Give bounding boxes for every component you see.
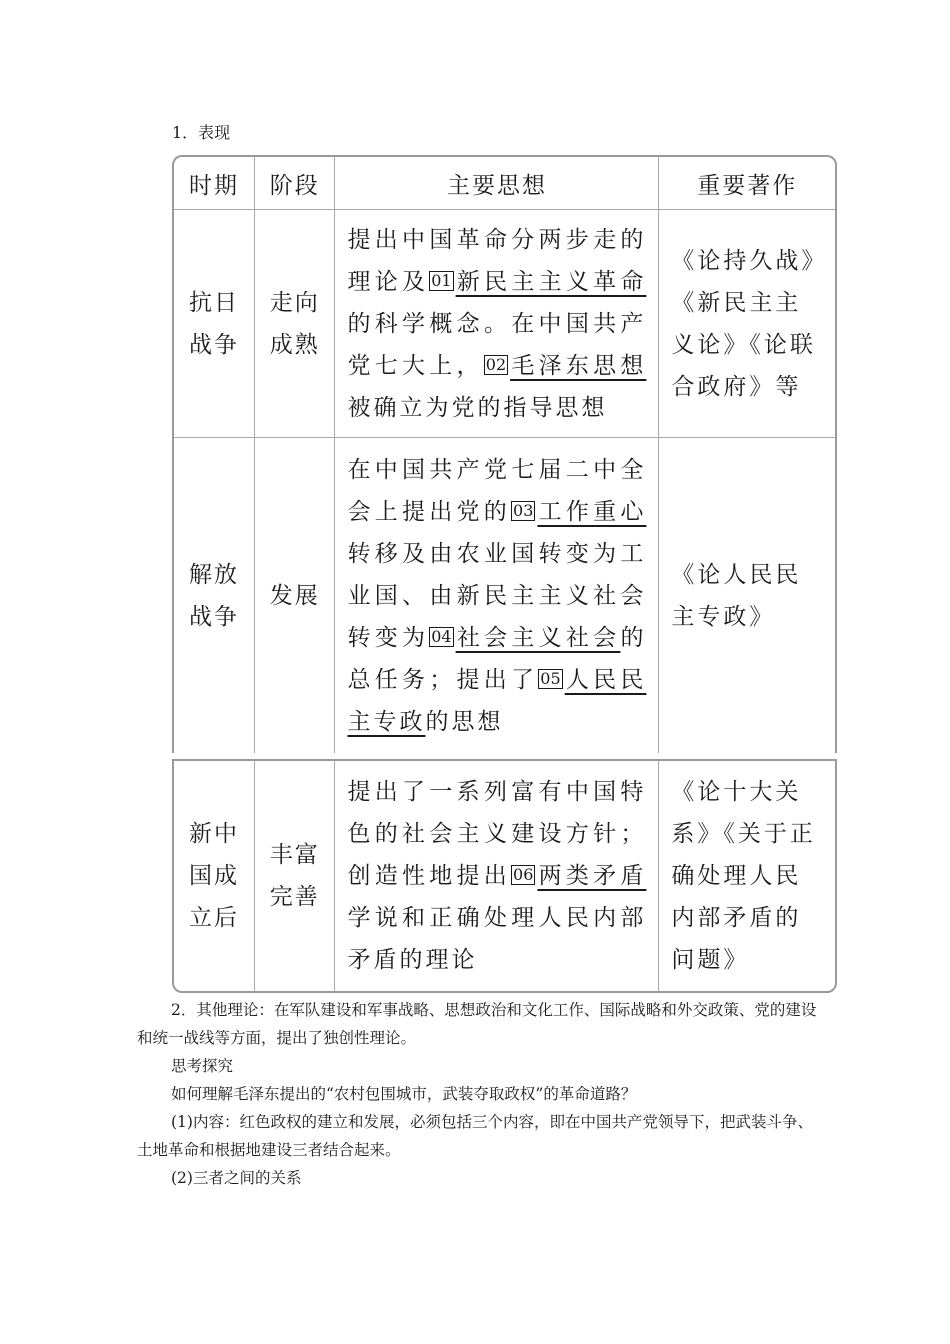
period-text: 新中 (188, 821, 239, 847)
answer-text: 人民民主专政 (347, 666, 647, 735)
idea-cell (335, 210, 659, 438)
blank-number: 06 (513, 865, 534, 884)
answer-relation: (2)三者之间的关系 (171, 1169, 302, 1187)
stage-cell (254, 438, 334, 754)
stage-text: 丰富 (269, 842, 320, 868)
header-works: 重要著作 (659, 157, 835, 210)
works-cell: 《论持久战》《新民主主义论》《论联合政府》等 (659, 210, 835, 438)
period-text: 解放 (188, 561, 239, 588)
answer-content: (1)内容：红色政权的建立和发展，必须包括三个内容，即在中国共产党领导下，把武装斗争、土地革命和根据地建设三者结合起来。 (137, 1113, 813, 1159)
stage-text: 完善 (269, 884, 320, 910)
period-text: 国成 (188, 863, 239, 889)
stage-cell (254, 210, 334, 438)
question-text: 如何理解毛泽东提出的“农村包围城市，武装夺取政权”的革命道路？ (171, 1085, 637, 1103)
stage-text: 走向 (269, 289, 320, 316)
answer-text: 社会主义社会 (455, 624, 621, 651)
stage-cell (254, 761, 334, 991)
answer-blank (511, 499, 646, 525)
answer-text: 工作重心 (537, 498, 647, 525)
answer-blank (511, 863, 646, 889)
table-header-row (174, 157, 835, 210)
period-text: 立后 (188, 905, 239, 931)
period-text: 抗日 (188, 289, 239, 316)
period-cell (174, 438, 254, 754)
idea-cell (335, 761, 659, 991)
blank-number: 01 (431, 270, 452, 290)
section-title: 1．表现 (172, 123, 231, 142)
table-row (174, 761, 835, 991)
table-row (174, 210, 835, 438)
stage-text: 发展 (269, 582, 320, 609)
answer-blank (429, 269, 646, 295)
works-cell: 《论十大关系》《关于正确处理人民内部矛盾的问题》 (671, 779, 816, 973)
stage-text: 成熟 (269, 331, 320, 358)
idea-text: 提出了一系列富有中国特色的社会主义建设方针；创造性地提出 (347, 779, 647, 889)
blank-number: 05 (540, 668, 561, 688)
answer-text: 毛泽东思想 (510, 352, 647, 379)
idea-cell (335, 438, 659, 754)
period-cell (174, 761, 254, 991)
works-cell: 《论人民民主专政》 (671, 561, 802, 630)
answer-blank (429, 625, 620, 651)
table-row (174, 438, 835, 754)
answer-blank (484, 353, 647, 379)
period-text: 战争 (188, 331, 239, 358)
period-text: 战争 (188, 603, 239, 630)
paragraph-other-theories: 2．其他理论：在军队建设和军事战略、思想政治和文化工作、国际战略和外交政策、党的建设和统一战线等方面，提出了独创性理论。 (137, 1001, 817, 1047)
answer-text: 两类矛盾 (537, 863, 647, 889)
period-cell (174, 210, 254, 438)
idea-text: 的思想 (425, 708, 504, 735)
blank-number: 02 (485, 354, 507, 374)
heading-think-explore: 思考探究 (171, 1057, 234, 1075)
answer-text: 新民主主义革命 (455, 268, 647, 295)
idea-text: 学说和正确处理人民内部矛盾的理论 (347, 905, 647, 973)
idea-text: 转移及由农业国转变为工业国、由新民主主义社会转变为 (347, 540, 647, 651)
thought-table-part1 (172, 155, 837, 753)
idea-text: 的总任务；提出了 (347, 624, 647, 693)
idea-text: 提出中国革命分两步走的理论及 (347, 226, 647, 295)
header-main-idea: 主要思想 (335, 157, 659, 210)
blank-number: 04 (431, 626, 452, 646)
blank-number: 03 (513, 500, 534, 520)
thought-table-part2 (172, 759, 837, 993)
header-stage: 阶段 (254, 157, 334, 210)
header-period: 时期 (174, 157, 254, 210)
idea-text: 在中国共产党七届二中全会上提出党的 (347, 456, 647, 525)
idea-text: 被确立为党的指导思想 (347, 394, 608, 421)
idea-text: 的科学概念。在中国共产党七大上， (347, 310, 647, 379)
